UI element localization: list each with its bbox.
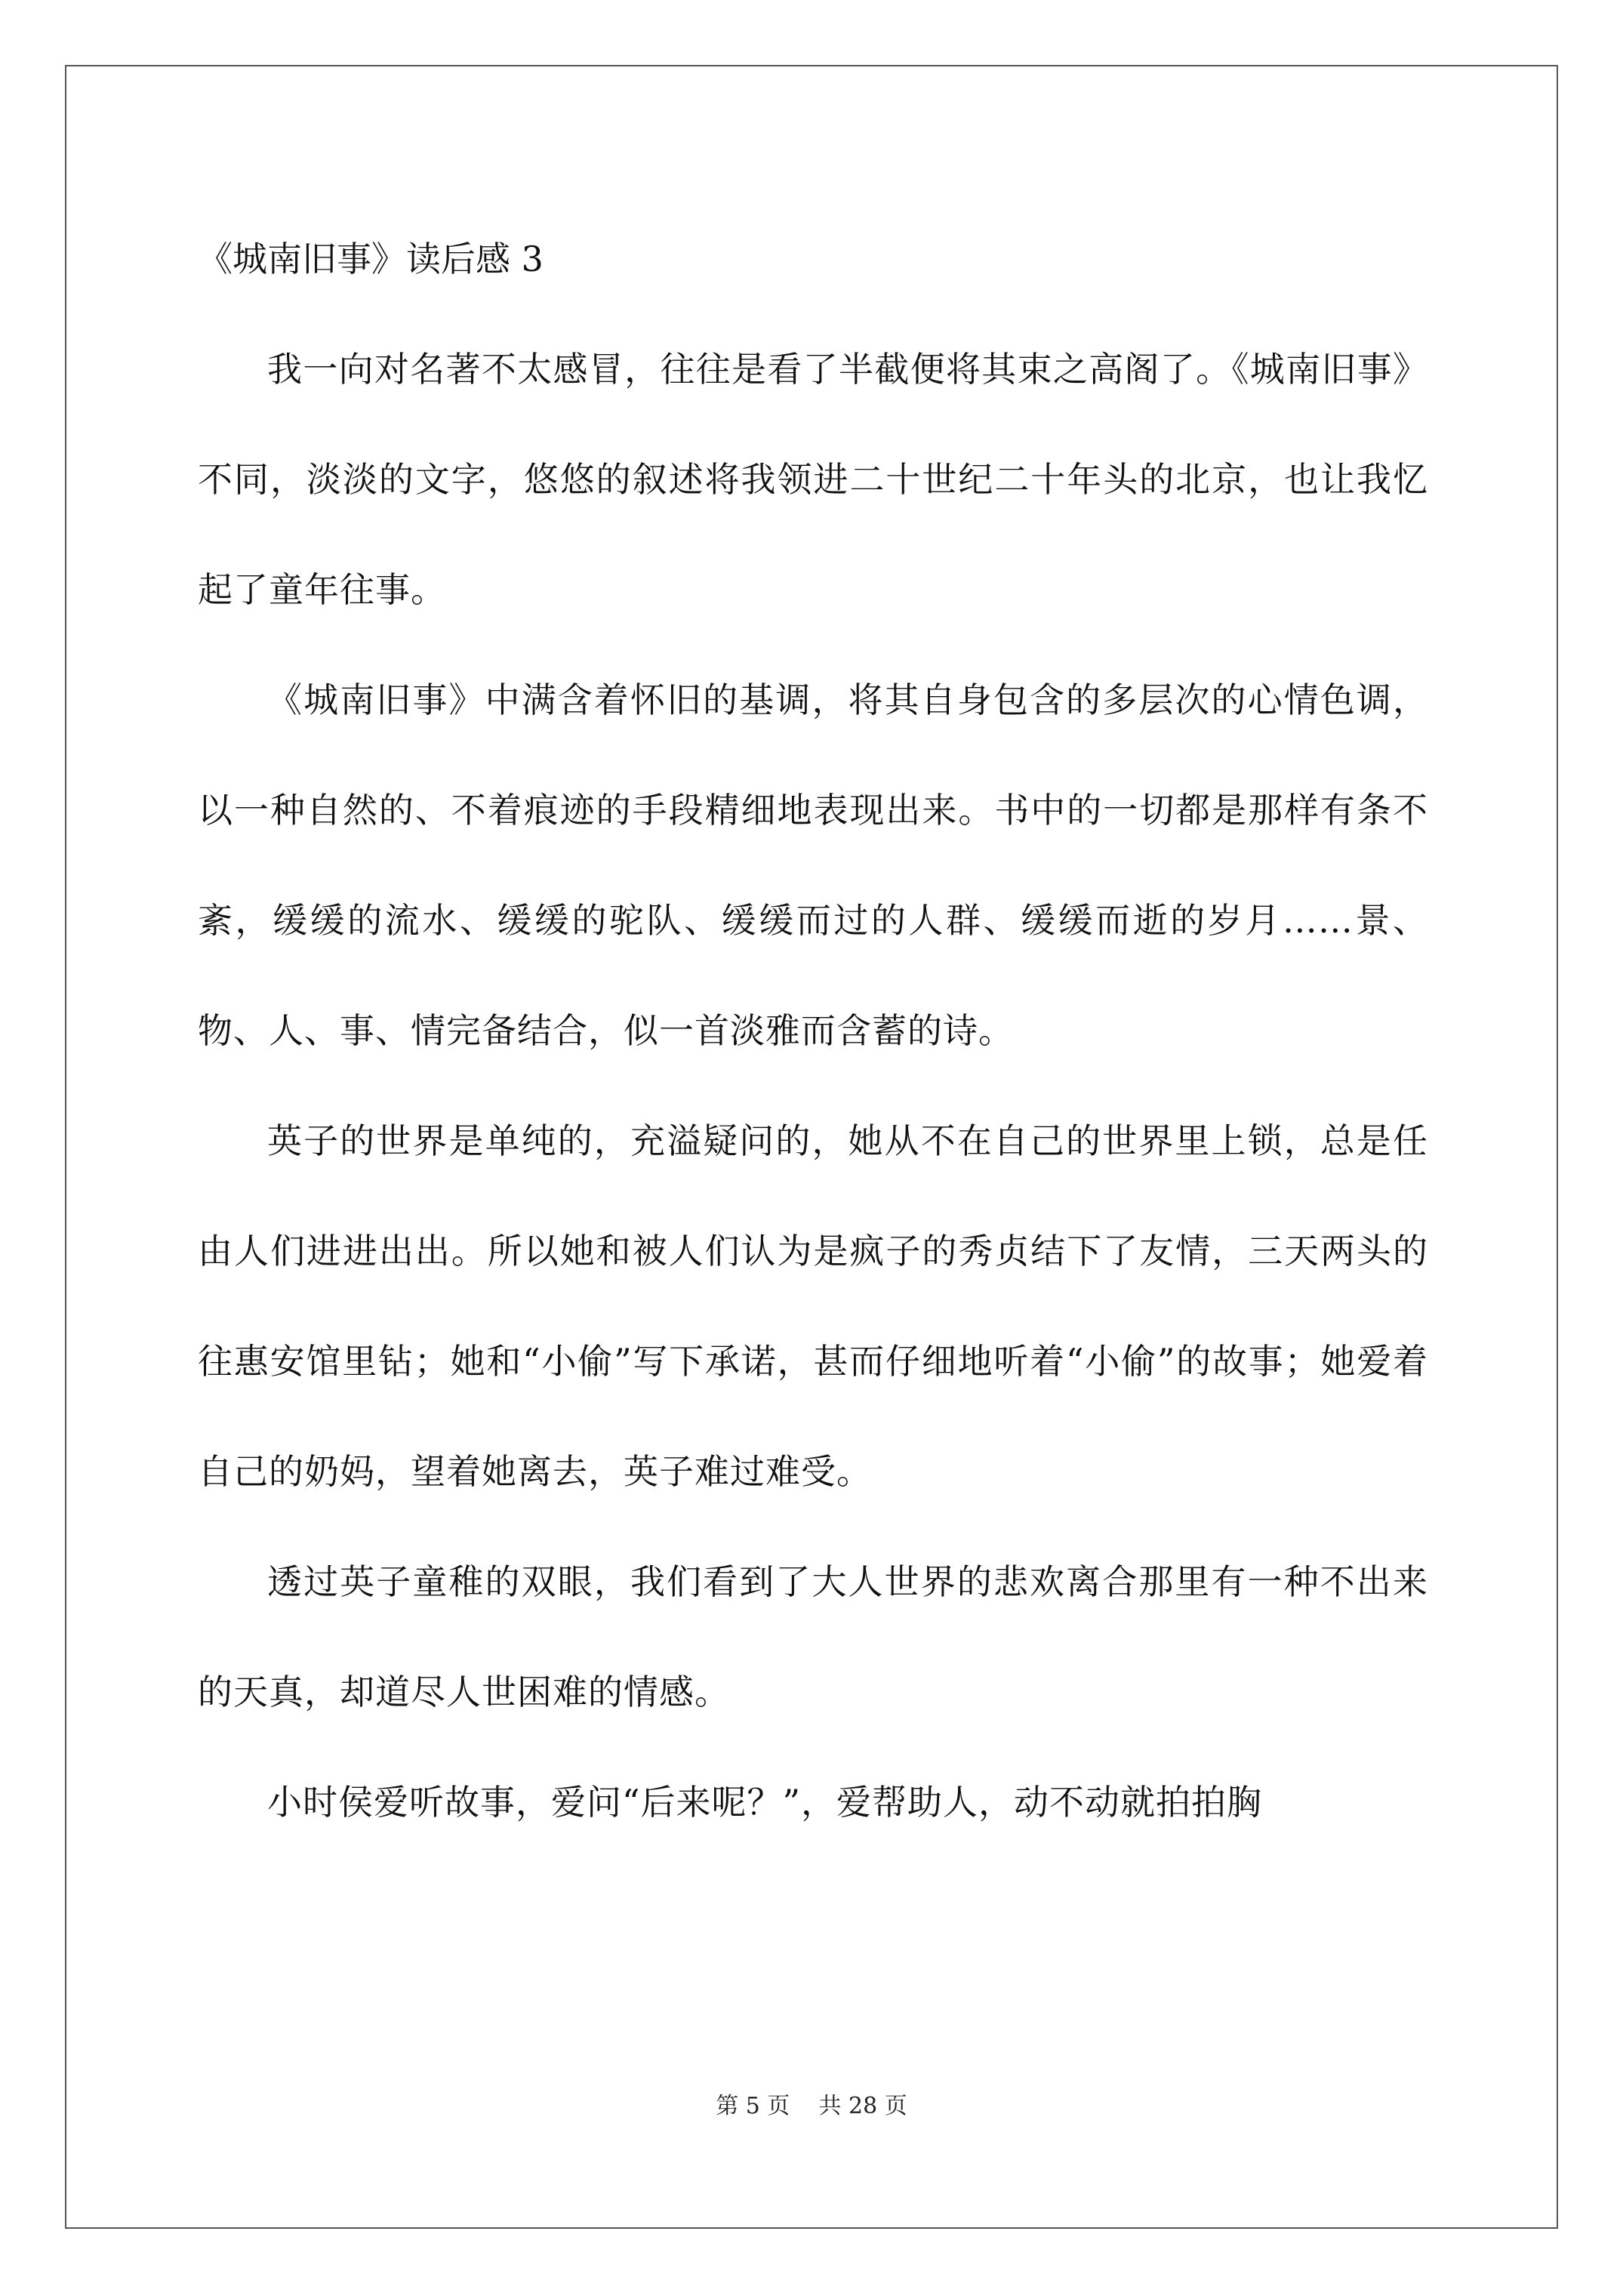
paragraph-5: 小时侯爱听故事，爱问“后来呢？”，爱帮助人，动不动就拍拍胸	[267, 1782, 1263, 1823]
page-number-footer: 第 5 页 共 28 页	[716, 2093, 907, 2119]
paragraph-3: 英子的世界是单纯的，充溢疑问的，她从不在自己的世界里上锁，总是任由人们进进出出。所以她和被人们认为是疯子的秀贞结下了友情，三天两头的往惠安馆里钻；她和“小偷”写下承诺，甚而仔细地听着“小偷”的故事；她爱着自己的奶妈，望着她离去，英子难过难受。	[198, 1120, 1428, 1492]
paragraph-4: 透过英子童稚的双眼，我们看到了大人世界的悲欢离合那里有一种不出来的天真，却道尽人世困难的情感。	[198, 1561, 1428, 1712]
paragraph-1: 我一向对名著不太感冒，往往是看了半截便将其束之高阁了。《城南旧事》不同，淡淡的文字，悠悠的叙述将我领进二十世纪二十年头的北京，也让我忆起了童年往事。	[198, 349, 1428, 610]
paragraph-2: 《城南旧事》中满含着怀旧的基调，将其自身包含的多层次的心情色调，以一种自然的、不着痕迹的手段精细地表现出来。书中的一切都是那样有条不紊，缓缓的流水、缓缓的驼队、缓缓而过的人群、缓缓而逝的岁月……景、物、人、事、情完备结合，似一首淡雅而含蓄的诗。	[198, 680, 1428, 1051]
document-title: 《城南旧事》读后感 3	[198, 239, 544, 279]
document-body	[198, 204, 1428, 1857]
